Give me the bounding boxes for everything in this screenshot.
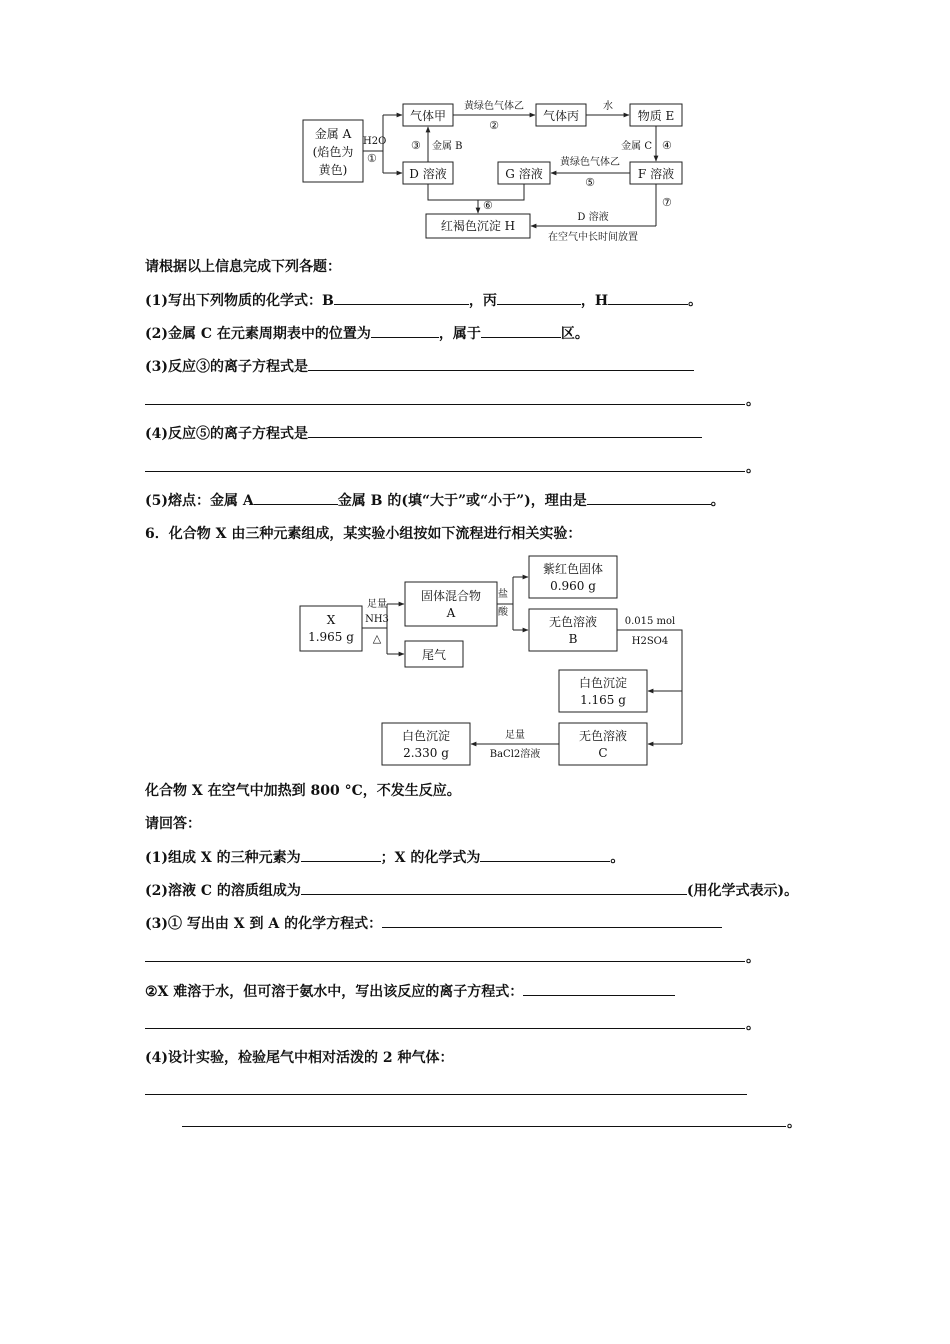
box-x-line1: X xyxy=(326,613,336,627)
box-a-line3: 黄色) xyxy=(318,163,348,177)
box-bing: 气体丙 xyxy=(542,109,580,123)
period-mark: 。 xyxy=(746,460,760,476)
label-d-solution: D 溶液 xyxy=(577,212,609,223)
box-b-line1: 无色溶液 xyxy=(548,615,598,629)
answer-line-reaction3[interactable] xyxy=(145,404,745,405)
label-water: 水 xyxy=(603,101,613,112)
box-tail: 尾气 xyxy=(421,648,447,662)
label-bacl2: BaCl2溶液 xyxy=(489,749,541,760)
box-a-line1: 金属 A xyxy=(314,127,352,141)
box-white2-line2: 2.330 g xyxy=(403,746,449,760)
label-hcl-1: 盐 xyxy=(498,589,508,600)
label-yellow-green-mid: 黄绿色气体乙 xyxy=(560,157,620,168)
answer-line-reaction5[interactable] xyxy=(145,471,745,472)
answer-line-ionic-equation[interactable] xyxy=(145,1028,745,1029)
answer-line-equation-x-a[interactable] xyxy=(145,961,745,962)
label-nh3: NH3 xyxy=(365,614,389,625)
q6-part4: (4)设计实验，检验尾气中相对活泼的 2 种气体： xyxy=(145,1050,454,1066)
period-mark: 。 xyxy=(787,1115,801,1131)
label-h2so4: H2SO4 xyxy=(631,636,669,647)
box-a-line2: (焰色为 xyxy=(312,145,354,159)
q5-part4: (4)反应⑤的离子方程式是 xyxy=(145,423,702,444)
answer-blank-h[interactable] xyxy=(608,290,688,305)
label-yellow-green-top: 黄绿色气体乙 xyxy=(464,101,524,112)
period-mark: 。 xyxy=(746,950,760,966)
box-white2-line1: 白色沉淀 xyxy=(401,729,451,743)
answer-blank-position[interactable] xyxy=(371,323,439,338)
step-1: ① xyxy=(367,152,377,165)
box-red-line1: 紫红色固体 xyxy=(542,562,604,576)
box-b-line2: B xyxy=(568,632,578,646)
q5-part1: (1)写出下列物质的化学式：B ，丙 ，H 。 xyxy=(145,290,702,311)
box-white1-line1: 白色沉淀 xyxy=(578,676,628,690)
experiment-flow-diagram-2 xyxy=(295,552,695,772)
reagent-h2o: H2O xyxy=(363,136,387,147)
answer-blank-equation-x-a[interactable] xyxy=(382,913,722,928)
q6-ask: 请回答： xyxy=(145,816,201,832)
box-jia: 气体甲 xyxy=(409,109,447,123)
box-f: F 溶液 xyxy=(637,167,675,181)
q6-part3-1: (3)① 写出由 X 到 A 的化学方程式： xyxy=(145,913,722,934)
label-mol: 0.015 mol xyxy=(624,616,676,627)
step-3: ③ xyxy=(411,139,421,152)
period-mark: 。 xyxy=(746,1017,760,1033)
q5-part5: (5)熔点：金属 A 金属 B 的(填“大于”或“小于”)，理由是 。 xyxy=(145,490,725,511)
step-2: ② xyxy=(489,119,499,132)
label-metal-c: 金属 C xyxy=(621,141,652,152)
box-e: 物质 E xyxy=(637,109,675,123)
answer-line-gas-test-1[interactable] xyxy=(145,1094,747,1095)
answer-blank-b[interactable] xyxy=(334,290,469,305)
answer-blank-reaction5[interactable] xyxy=(308,423,702,438)
q5-part3: (3)反应③的离子方程式是 xyxy=(145,356,694,377)
label-air: 在空气中长时间放置 xyxy=(548,232,638,243)
box-a-line1: 固体混合物 xyxy=(420,589,482,603)
step-7: ⑦ xyxy=(662,196,672,209)
answer-blank-formula[interactable] xyxy=(480,847,610,862)
step-4: ④ xyxy=(662,139,672,152)
label-metal-b: 金属 B xyxy=(432,141,463,152)
box-a-line2: A xyxy=(446,606,456,620)
answer-blank-compare[interactable] xyxy=(254,490,338,505)
box-g: G 溶液 xyxy=(505,167,543,181)
label-heat: △ xyxy=(372,632,382,645)
reaction-flow-diagram-1 xyxy=(290,92,710,252)
q6-part3-2: ②X 难溶于水，但可溶于氨水中，写出该反应的离子方程式： xyxy=(145,981,675,1002)
box-c-line2: C xyxy=(598,746,608,760)
answer-blank-reaction3[interactable] xyxy=(308,356,694,371)
box-x-line2: 1.965 g xyxy=(308,630,354,644)
q6-title: 6．化合物 X 由三种元素组成，某实验小组按如下流程进行相关实验： xyxy=(145,526,582,542)
answer-blank-solute[interactable] xyxy=(301,880,687,895)
q5-intro: 请根据以上信息完成下列各题： xyxy=(145,259,341,275)
period-mark: 。 xyxy=(746,393,760,409)
answer-blank-bing[interactable] xyxy=(497,290,581,305)
answer-blank-block[interactable] xyxy=(481,323,561,338)
answer-blank-elements[interactable] xyxy=(301,847,381,862)
q6-part2: (2)溶液 C 的溶质组成为 (用化学式表示)。 xyxy=(145,880,798,901)
step-6: ⑥ xyxy=(483,199,493,212)
q5-part2: (2)金属 C 在元素周期表中的位置为 ，属于 区。 xyxy=(145,323,589,344)
label-excess2: 足量 xyxy=(505,730,525,741)
box-d: D 溶液 xyxy=(409,167,447,181)
label-excess: 足量 xyxy=(367,599,387,610)
label-hcl-2: 酸 xyxy=(498,607,508,618)
box-white1-line2: 1.165 g xyxy=(580,693,626,707)
q6-note: 化合物 X 在空气中加热到 800 °C，不发生反应。 xyxy=(145,783,461,799)
box-c-line1: 无色溶液 xyxy=(578,729,628,743)
step-5: ⑤ xyxy=(585,176,595,189)
box-h: 红褐色沉淀 H xyxy=(440,219,516,233)
box-red-line2: 0.960 g xyxy=(550,579,596,593)
answer-blank-reason[interactable] xyxy=(587,490,711,505)
answer-line-gas-test-2[interactable] xyxy=(182,1126,786,1127)
q6-part1: (1)组成 X 的三种元素为 ；X 的化学式为 。 xyxy=(145,847,624,868)
answer-blank-ionic-equation[interactable] xyxy=(523,981,675,996)
